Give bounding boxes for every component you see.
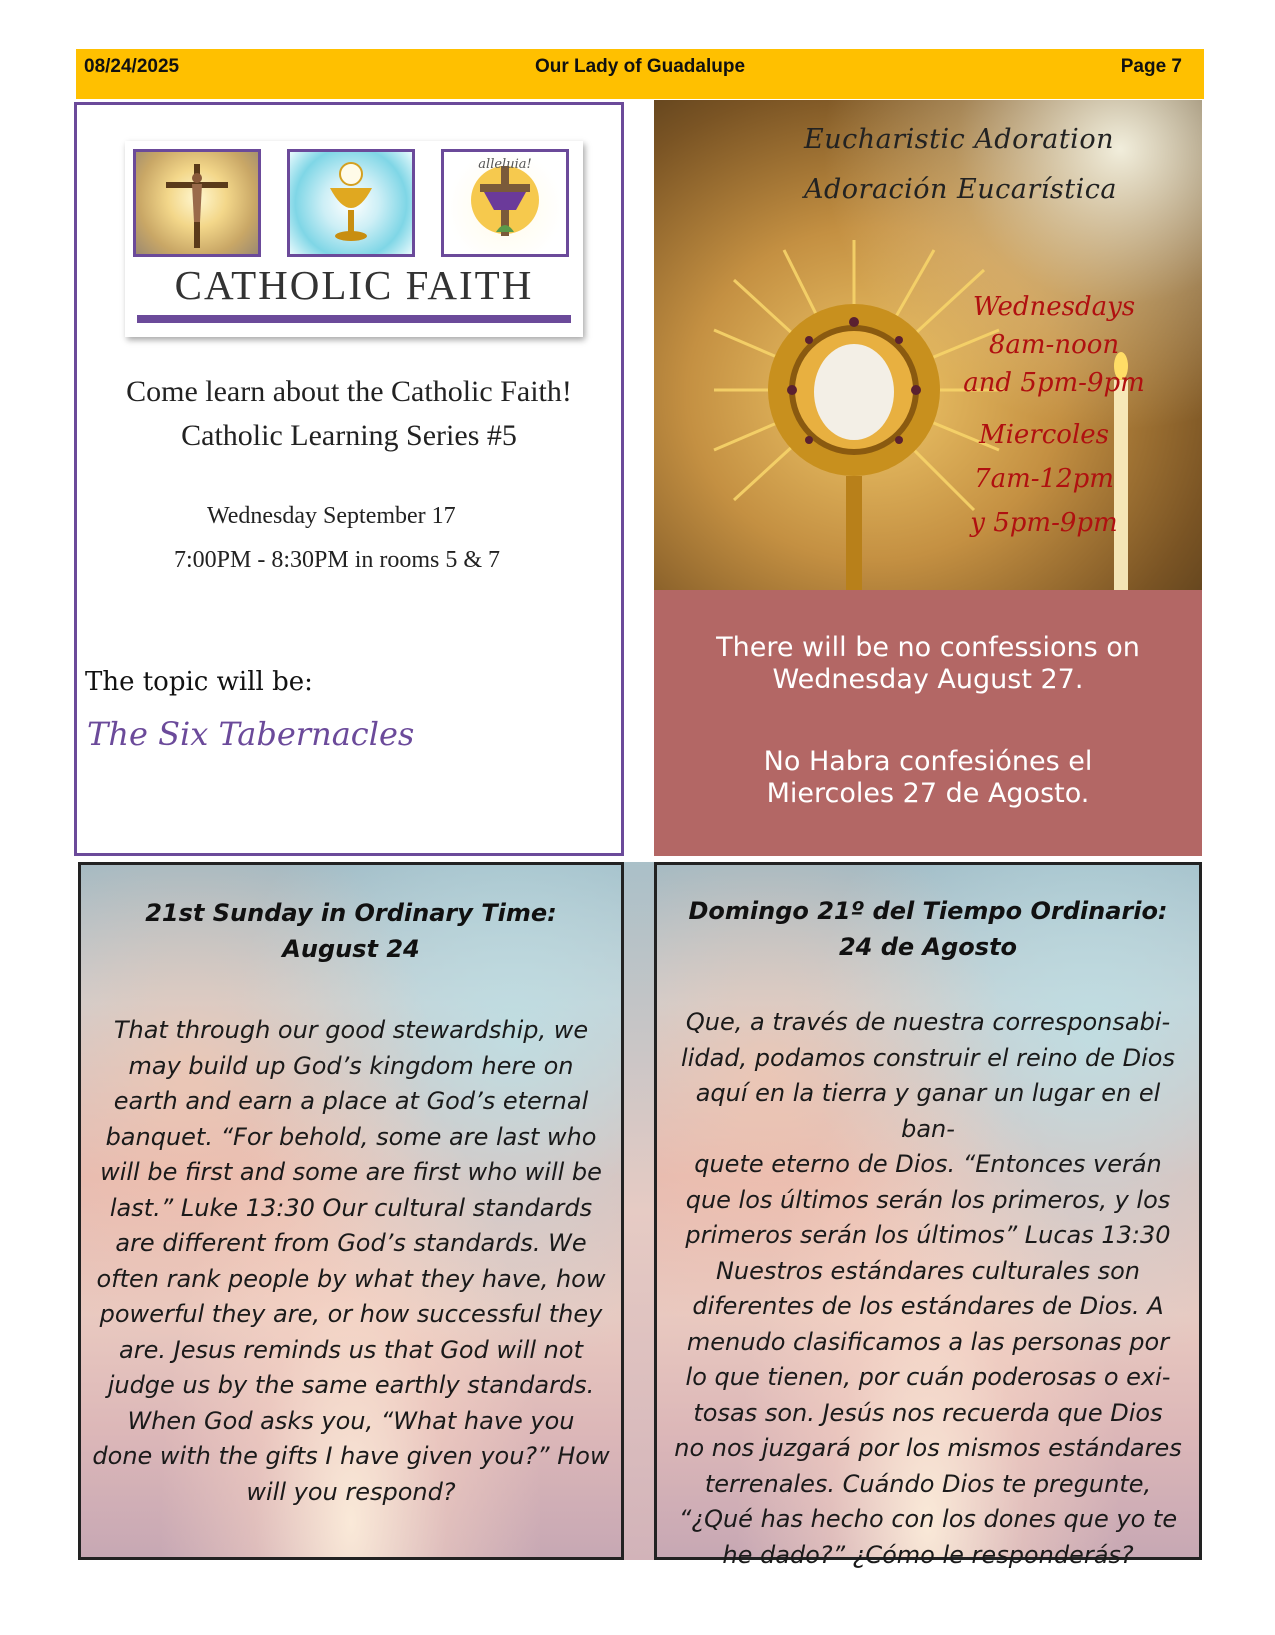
bulletin-date: 08/24/2025 [84,56,180,77]
series-title: Catholic Learning Series #5 [181,419,517,452]
logo-underline [137,315,571,323]
adoration-time-spanish-2: y 5pm-9pm [970,508,1118,538]
reflection-spanish-body [667,1005,1189,1573]
reflection-spanish-title [657,893,1199,965]
topic-label: The topic will be: [85,667,313,697]
body-line: aquí en la tierra y ganar un lugar en el ban- [695,1079,1161,1143]
body-line: powerful they are, or how successful they [99,1300,603,1328]
crucifix-icon [133,149,261,257]
adoration-title-english: Eucharistic Adoration [804,124,1114,155]
reflection-english-title-line1: 21st Sunday in Ordinary Time: [145,899,557,927]
body-line: que los últimos serán los primeros, y los [685,1185,1171,1214]
body-line: done with the gifts I have given you?” How [92,1442,610,1470]
body-line: will you respond? [246,1477,456,1506]
body-line: often rank people by what they have, how [96,1264,606,1293]
reflection-english-panel [78,862,624,1560]
body-line: diferentes de los estándares de Dios. A [692,1292,1164,1320]
logo-title: CATHOLIC FAITH [174,262,534,308]
body-line: “¿Qué has hecho con los dones que yo te [678,1505,1178,1533]
confession-notice [654,590,1202,856]
svg-text:alleluia!: alleluia! [478,157,532,172]
body-line: primeros serán los últimos” Lucas 13:30 [685,1221,1171,1249]
confession-english-line1: There will be no confessions on [716,632,1140,663]
body-line: judge us by the same earthly standards. [107,1371,595,1399]
event-date: Wednesday September 17 [207,503,456,529]
body-line: are different from God’s standards. We [115,1229,587,1257]
reflection-spanish-panel [654,862,1202,1569]
body-line: lidad, podamos construir el reino de Dios [681,1043,1175,1072]
body-line: no nos juzgará por los mismos estándares [674,1434,1182,1462]
body-line: are. Jesus reminds us that God will not [119,1335,583,1364]
body-line: last.” Luke 13:30 Our cultural standards [109,1193,593,1222]
body-line: menudo clasificamos a las personas por [686,1327,1170,1356]
reflection-english-title [81,895,621,967]
alleluia-cross-icon [441,149,569,257]
adoration-time-spanish-1: 7am-12pm [974,464,1114,494]
body-line: earth and earn a place at God’s eternal [113,1087,589,1115]
adoration-title-spanish: Adoración Eucarística [804,174,1117,205]
page-number: Page 7 [1120,56,1182,77]
confession-english-line2: Wednesday August 27. [772,664,1084,695]
reflection-english-title-line2: August 24 [282,935,420,963]
parish-name: Our Lady of Guadalupe [534,56,746,77]
catholic-faith-logo [125,141,583,337]
body-line: terrenales. Cuándo Dios te pregunte, [704,1469,1152,1498]
reflection-english-body [91,1013,611,1510]
body-line: Que, a través de nuestra corresponsabi- [685,1008,1171,1036]
body-line: he dado?” ¿Cómo le responderás? [722,1540,1134,1569]
body-line: That through our good stewardship, we [113,1016,589,1044]
body-line: lo que tienen, por cuán poderosas o exi- [685,1363,1171,1391]
header-bar [76,49,1204,99]
adoration-day-spanish: Miercoles [978,420,1109,450]
adoration-time-english-2: and 5pm-9pm [963,368,1145,398]
body-line: quete eterno de Dios. “Entonces verán [694,1150,1162,1178]
invitation-text: Come learn about the Catholic Faith! [126,375,572,408]
topic-title: The Six Tabernacles [87,715,415,753]
adoration-panel [654,100,1202,590]
confession-spanish-line1: No Habra confesiónes el [763,746,1093,777]
body-line: banquet. “For behold, some are last who [105,1122,597,1151]
body-line: Nuestros estándares culturales son [715,1256,1141,1285]
catholic-faith-box [74,102,624,856]
event-time-location: 7:00PM - 8:30PM in rooms 5 & 7 [174,547,501,573]
panel-divider [624,862,654,1560]
body-line: may build up God’s kingdom here on [128,1051,574,1080]
chalice-icon [287,149,415,257]
body-line: When God asks you, “What have you [127,1406,575,1435]
adoration-time-english-1: 8am-noon [988,330,1120,360]
reflection-spanish-title-line2: 24 de Agosto [838,933,1018,961]
adoration-day-english: Wednesdays [972,292,1136,322]
body-line: tosas son. Jesús nos recuerda que Dios [693,1398,1163,1427]
body-line: will be first and some are first who will be [100,1158,602,1186]
reflection-spanish-title-line1: Domingo 21º del Tiempo Ordinario: [688,897,1168,925]
confession-spanish [654,746,1202,810]
confession-english [654,632,1202,696]
confession-spanish-line2: Miercoles 27 de Agosto. [766,778,1090,809]
